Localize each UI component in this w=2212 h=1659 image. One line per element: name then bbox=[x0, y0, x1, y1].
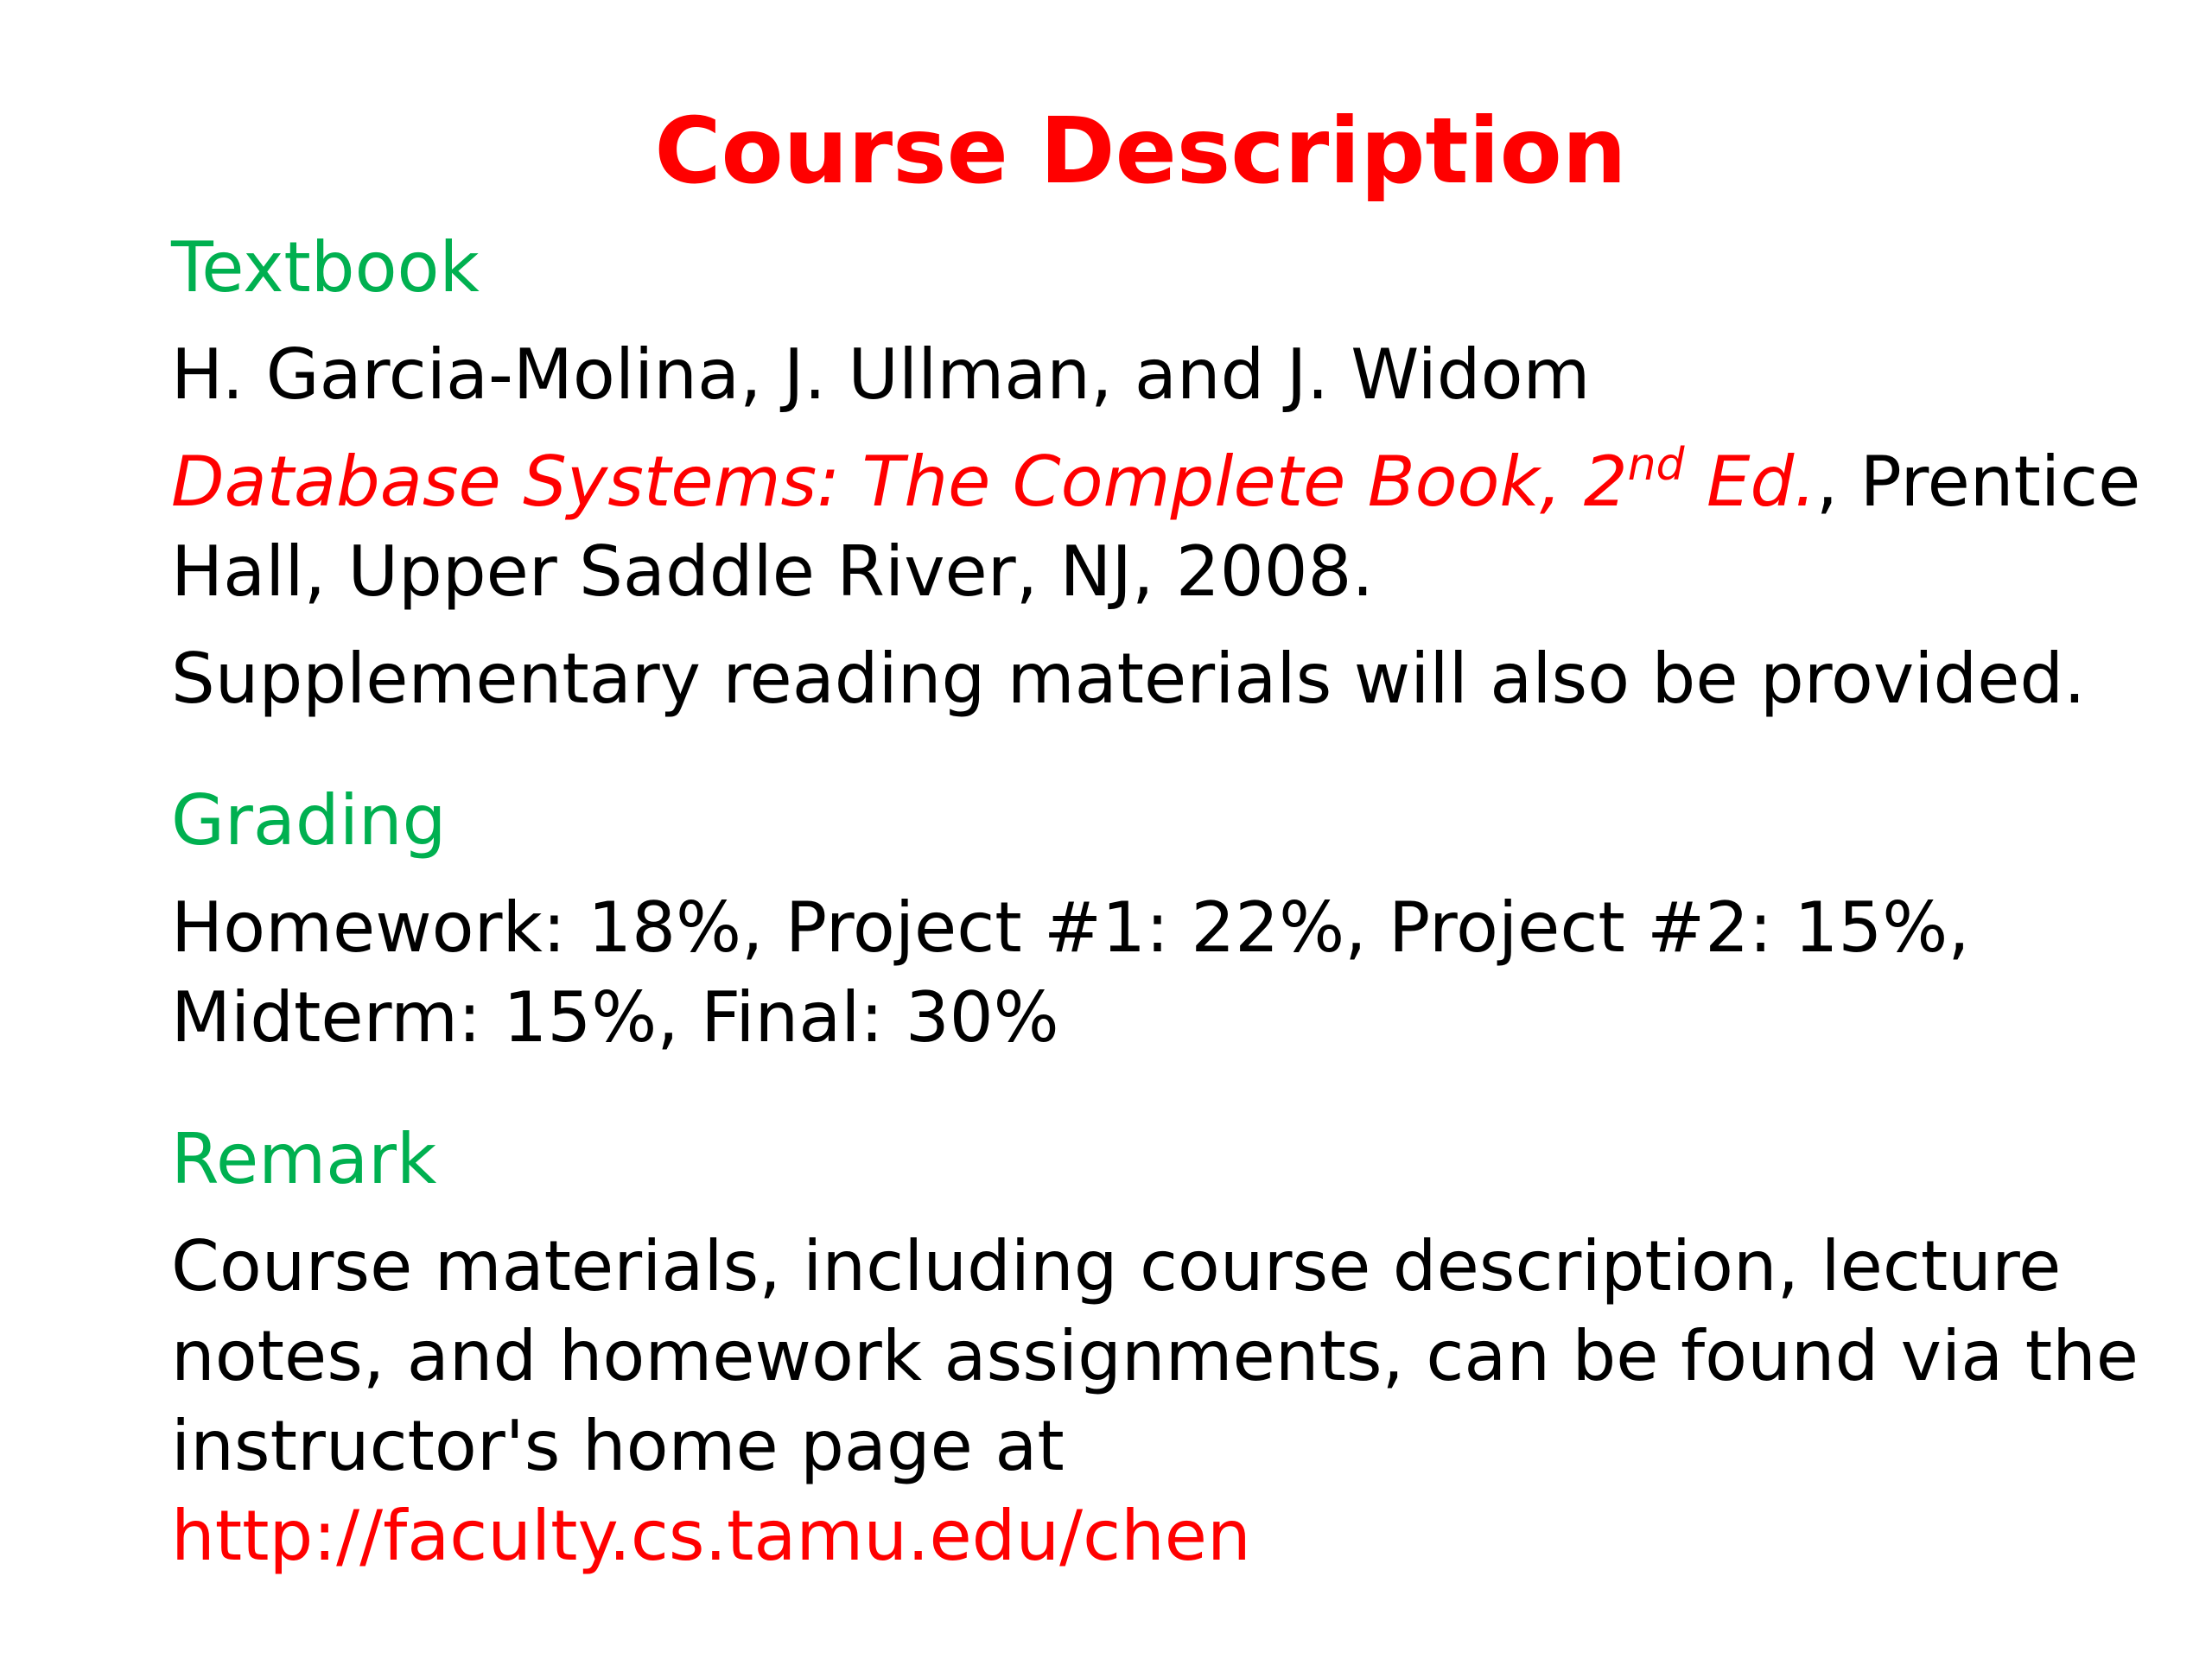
edition-suffix: Ed. bbox=[1684, 442, 1816, 522]
slide-title: Course Description bbox=[654, 99, 1627, 204]
grading-heading: Grading bbox=[171, 780, 447, 861]
textbook-citation bbox=[171, 437, 2158, 617]
remark-text bbox=[171, 1222, 2158, 1581]
textbook-heading: Textbook bbox=[171, 227, 480, 308]
textbook-authors: H. Garcia-Molina, J. Ullman, and J. Widom bbox=[171, 334, 1591, 415]
publisher-info: , Prentice Hall, Upper Saddle River, NJ, 2008. bbox=[171, 442, 2141, 612]
book-title bbox=[171, 439, 1816, 522]
book-title-text: Database Systems: The Complete Book, 2 bbox=[171, 442, 1628, 522]
grading-breakdown: Homework: 18%, Project #1: 22%, Project #2: 15%, Midterm: 15%, Final: 30% bbox=[171, 887, 1970, 1058]
instructor-homepage-link[interactable]: http://faculty.cs.tamu.edu/chen bbox=[171, 1496, 1251, 1576]
slide-content bbox=[171, 223, 2158, 1581]
remark-heading: Remark bbox=[171, 1119, 437, 1199]
edition-superscript: nd bbox=[1627, 439, 1685, 491]
supplementary-note: Supplementary reading materials will also be provided. bbox=[171, 639, 2086, 719]
remark-body: Course materials, including course description, lecture notes, and homework assignments, can be found via the instructor's home page at bbox=[171, 1226, 2139, 1486]
